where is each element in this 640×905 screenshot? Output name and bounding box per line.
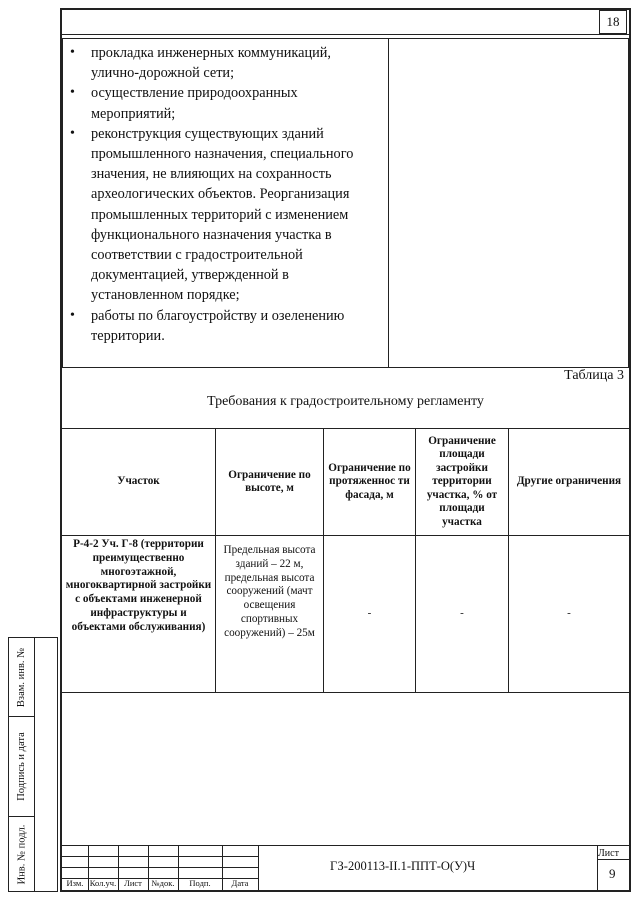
list-item: • осуществление природоохранных мероприятий; bbox=[67, 83, 377, 123]
column-divider bbox=[388, 39, 389, 367]
list-item: • реконструкция существующих зданий промышленного назначения, специального значения, не влияющих на сохранность археологических объектов. Реорганизация промышленных территорий с изменением функционального назначения участка в соответствии с градостроительной документацией, утвержденной в установленном порядке; bbox=[67, 124, 377, 306]
label-change: Изм. bbox=[66, 878, 84, 888]
cell-plot: Р-4-2 Уч. Г-8 (территории преимущественно многоэтажной, многоквартирной застройки с объектами инженерной инфраструктуры и объектами обслуживания) bbox=[62, 536, 216, 693]
document-code: ГЗ-200113-II.1-ППТ-О(У)Ч bbox=[330, 859, 476, 873]
label-sheet: Лист bbox=[124, 878, 142, 888]
list-item: • прокладка инженерных коммуникаций, улично-дорожной сети; bbox=[67, 43, 377, 83]
cell-area: - bbox=[416, 536, 509, 693]
sign-date-label: Подпись и дата bbox=[16, 731, 28, 801]
inv-original-label: Инв. № подл. bbox=[16, 824, 28, 885]
cell-facade: - bbox=[324, 536, 416, 693]
header-other: Другие ограничения bbox=[509, 429, 630, 536]
list-item: • работы по благоустройству и озеленению территории. bbox=[67, 306, 377, 346]
table-header-row bbox=[62, 429, 630, 536]
page-number: 18 bbox=[599, 10, 627, 34]
requirements-table bbox=[61, 428, 630, 693]
header-area: Ограничение площади застройки территории участка, % от площади участка bbox=[416, 429, 509, 536]
label-sign: Подп. bbox=[189, 878, 211, 888]
side-stamp bbox=[8, 637, 58, 892]
bullet-list bbox=[67, 43, 377, 346]
table-title: Требования к градостроительному регламенту bbox=[207, 394, 484, 409]
table-row bbox=[62, 536, 630, 693]
inv-replace-label: Взам. инв. № bbox=[16, 647, 28, 707]
sheet-number: 9 bbox=[609, 866, 616, 881]
cell-other: - bbox=[509, 536, 630, 693]
label-docnum: №док. bbox=[151, 878, 175, 888]
cell-height: Предельная высота зданий – 22 м, предельная высота сооружений (мачт освещения спортивных сооружений) – 25м bbox=[216, 536, 324, 693]
label-date: Дата bbox=[231, 878, 249, 888]
sheet-label: Лист bbox=[598, 848, 619, 859]
header-plot: Участок bbox=[62, 429, 216, 536]
continued-table bbox=[62, 38, 629, 368]
table-number: Таблица 3 bbox=[564, 368, 624, 383]
label-count: Кол.уч. bbox=[89, 878, 117, 888]
header-height: Ограничение по высоте, м bbox=[216, 429, 324, 536]
header-rule bbox=[62, 34, 631, 35]
header-facade: Ограничение по протяженнос ти фасада, м bbox=[324, 429, 416, 536]
